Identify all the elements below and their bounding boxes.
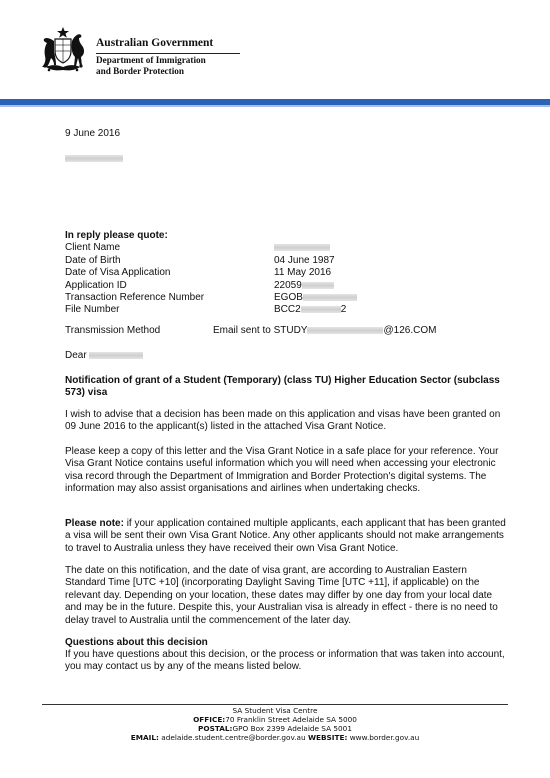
reply-heading: In reply please quote:: [65, 230, 168, 241]
letter-subject: Notification of grant of a Student (Temporary) (class TU) Higher Education Sector (subclass 573) visa: [65, 375, 500, 399]
paragraph-decision: I wish to advise that a decision has been made on this application and visas have been granted on 09 June 2016 to the applicant(s) listed in the attached Visa Grant Notice.: [65, 409, 501, 433]
letterhead-bar-shadow: [0, 105, 550, 107]
paragraph-please-note: [65, 518, 510, 555]
footer-centre-name: SA Student Visa Centre: [232, 706, 318, 715]
recipient-name: [65, 153, 123, 166]
transmission-label: Transmission Method: [65, 325, 161, 336]
reply-label-client-name: Client Name: [65, 242, 121, 253]
reply-label-file-number: File Number: [65, 304, 120, 315]
redaction-block: [274, 244, 330, 251]
salutation-text: Dear: [65, 350, 87, 361]
reply-label-application-date: Date of Visa Application: [65, 267, 171, 278]
department-line-1: Department of Immigration: [96, 55, 206, 65]
please-note-text: if your application contained multiple applicants, each applicant that has been granted a visa will be sent their own Visa Grant Notice. Any other applicants should not make arrangements to travel to Australia unless they have received their own Visa Grant Notice.: [65, 518, 506, 554]
letterhead: [36, 25, 336, 85]
government-title: Australian Government: [96, 37, 214, 49]
coat-of-arms-icon: [36, 25, 90, 77]
reply-value-trn: [274, 292, 357, 305]
reply-value-client-name: [274, 242, 330, 255]
please-note-label: Please note:: [65, 518, 124, 529]
reply-value-dob: 04 June 1987: [274, 255, 335, 266]
reply-label-dob: Date of Birth: [65, 255, 121, 266]
trn-text: EGOB: [274, 292, 303, 303]
reply-label-application-id: Application ID: [65, 280, 127, 291]
redaction-block: [301, 306, 341, 313]
footer-office-address: 70 Franklin Street Adelaide SA 5000: [225, 715, 357, 724]
application-id-text: 22059: [274, 280, 302, 291]
questions-heading: Questions about this decision: [65, 637, 208, 648]
transmission-email-prefix: Email sent to STUDY: [213, 325, 308, 336]
reply-value-application-date: 11 May 2016: [274, 267, 332, 278]
letter-date: 9 June 2016: [65, 128, 121, 139]
footer-postal-address: GPO Box 2399 Adelaide SA 5001: [232, 724, 352, 733]
department-name: [96, 55, 206, 77]
footer-website-link[interactable]: www.border.gov.au: [347, 733, 420, 742]
reply-value-application-id: [274, 280, 334, 293]
footer-email-label: EMAIL:: [130, 733, 159, 742]
file-number-text: BCC2: [274, 304, 301, 315]
redaction-block: [89, 352, 143, 359]
redaction-block: [65, 155, 123, 162]
file-number-suffix: 2: [340, 304, 347, 315]
redaction-block: [307, 327, 383, 334]
paragraph-keep-copy: Please keep a copy of this letter and the Visa Grant Notice in a safe place for your reference. Your Visa Grant Notice contains useful information which you will need when accessing your electronic visa record through the Department of Immigration and Border Protection's digital systems. The information may also assist organisations and airlines when undertaking checks.: [65, 446, 499, 495]
transmission-email-suffix: @126.COM: [383, 325, 437, 336]
redaction-block: [303, 294, 357, 301]
footer-office-label: OFFICE:: [193, 715, 226, 724]
reply-value-file-number: [274, 304, 346, 317]
letterhead-rule: [96, 53, 240, 54]
footer-rule: [42, 704, 508, 705]
paragraph-timezone: The date on this notification, and the date of visa grant, are according to Australian Eastern Standard Time [UTC +10] (incorporating Daylight Saving Time [UTC +11], if applicable) on the relevant day. Depending on your location, these dates may differ by one day from your local date and may be in the future. Despite this, your Australian visa is already in effect - there is no need to delay travel to Australia until the commencement of the later day.: [65, 565, 498, 626]
transmission-value: [213, 325, 436, 338]
footer-email-link[interactable]: adelaide.student.centre@border.gov.au: [158, 733, 308, 742]
footer-website-label: WEBSITE:: [307, 733, 348, 742]
footer-postal-label: POSTAL:: [198, 724, 233, 733]
reply-label-trn: Transaction Reference Number: [65, 292, 205, 303]
redaction-block: [302, 282, 334, 289]
footer-contact: [0, 733, 550, 743]
salutation: [65, 350, 143, 363]
department-line-2: and Border Protection: [96, 66, 184, 76]
paragraph-questions: If you have questions about this decision, or the process or information that was taken into account, you may contact us by any of the means listed below.: [65, 649, 505, 673]
